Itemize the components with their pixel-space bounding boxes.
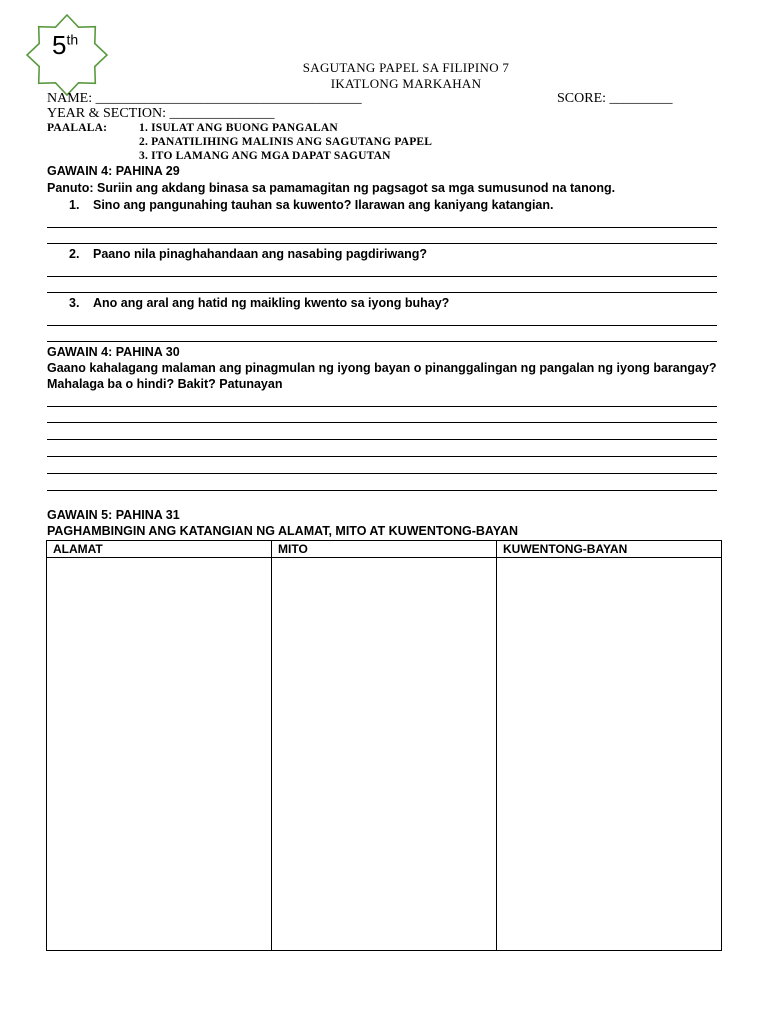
question-text: Paano nila pinaghahandaan ang nasabing pagdiriwang? bbox=[93, 247, 428, 261]
table-header-row bbox=[47, 541, 722, 558]
name-field[interactable]: NAME: ______________________________________ bbox=[47, 91, 362, 106]
answer-line[interactable] bbox=[47, 276, 717, 277]
column-header-alamat: ALAMAT bbox=[47, 541, 272, 558]
section-heading: GAWAIN 4: PAHINA 30 bbox=[47, 345, 180, 359]
answer-line[interactable] bbox=[47, 325, 717, 326]
table-title: PAGHAMBINGIN ANG KATANGIAN NG ALAMAT, MITO AT KUWENTONG-BAYAN bbox=[47, 524, 519, 538]
column-header-kuwentong-bayan: KUWENTONG-BAYAN bbox=[497, 541, 722, 558]
question-text: Mahalaga ba o hindi? Bakit? Patunayan bbox=[47, 377, 283, 391]
column-header-mito: MITO bbox=[272, 541, 497, 558]
grade-number: 5 bbox=[52, 30, 67, 60]
section-heading: GAWAIN 5: PAHINA 31 bbox=[47, 508, 180, 522]
paalala-label: PAALALA: bbox=[47, 122, 108, 134]
grade-suffix: th bbox=[66, 31, 79, 48]
answer-line[interactable] bbox=[47, 406, 717, 407]
answer-cell-mito[interactable] bbox=[272, 558, 497, 951]
table-row bbox=[47, 558, 722, 951]
reminder-item: 2. PANATILIHING MALINIS ANG SAGUTANG PAPEL bbox=[139, 136, 433, 148]
document-subtitle: IKATLONG MARKAHAN bbox=[330, 76, 482, 91]
question-number: 2. bbox=[69, 247, 80, 261]
question-text: Ano ang aral ang hatid ng maikling kwento sa iyong buhay? bbox=[93, 296, 450, 310]
answer-cell-kuwentong-bayan[interactable] bbox=[497, 558, 722, 951]
answer-line[interactable] bbox=[47, 473, 717, 474]
answer-line[interactable] bbox=[47, 456, 717, 457]
reminder-item: 3. ITO LAMANG ANG MGA DAPAT SAGUTAN bbox=[139, 150, 391, 162]
question-number: 3. bbox=[69, 296, 80, 310]
answer-line[interactable] bbox=[47, 292, 717, 293]
grade-badge bbox=[52, 30, 78, 61]
comparison-table bbox=[46, 540, 722, 951]
section-heading: GAWAIN 4: PAHINA 29 bbox=[47, 164, 180, 178]
document-title: SAGUTANG PAPEL SA FILIPINO 7 bbox=[302, 60, 510, 75]
question-number: 1. bbox=[69, 198, 80, 212]
answer-line[interactable] bbox=[47, 227, 717, 228]
score-field[interactable]: SCORE: _________ bbox=[557, 91, 673, 106]
instructions: Panuto: Suriin ang akdang binasa sa pamamagitan ng pagsagot sa mga sumusunod na tanong. bbox=[47, 181, 616, 195]
answer-line[interactable] bbox=[47, 439, 717, 440]
answer-line[interactable] bbox=[47, 243, 717, 244]
question-text: Sino ang pangunahing tauhan sa kuwento? Ilarawan ang kaniyang katangian. bbox=[93, 198, 554, 212]
question-text: Gaano kahalagang malaman ang pinagmulan ng iyong bayan o pinanggalingan ng pangalan ng iyong barangay? bbox=[47, 361, 717, 375]
reminder-item: 1. ISULAT ANG BUONG PANGALAN bbox=[139, 122, 338, 134]
answer-line[interactable] bbox=[47, 490, 717, 491]
answer-line[interactable] bbox=[47, 341, 717, 342]
answer-line[interactable] bbox=[47, 422, 717, 423]
answer-cell-alamat[interactable] bbox=[47, 558, 272, 951]
year-section-field[interactable]: YEAR & SECTION: _______________ bbox=[47, 106, 275, 121]
